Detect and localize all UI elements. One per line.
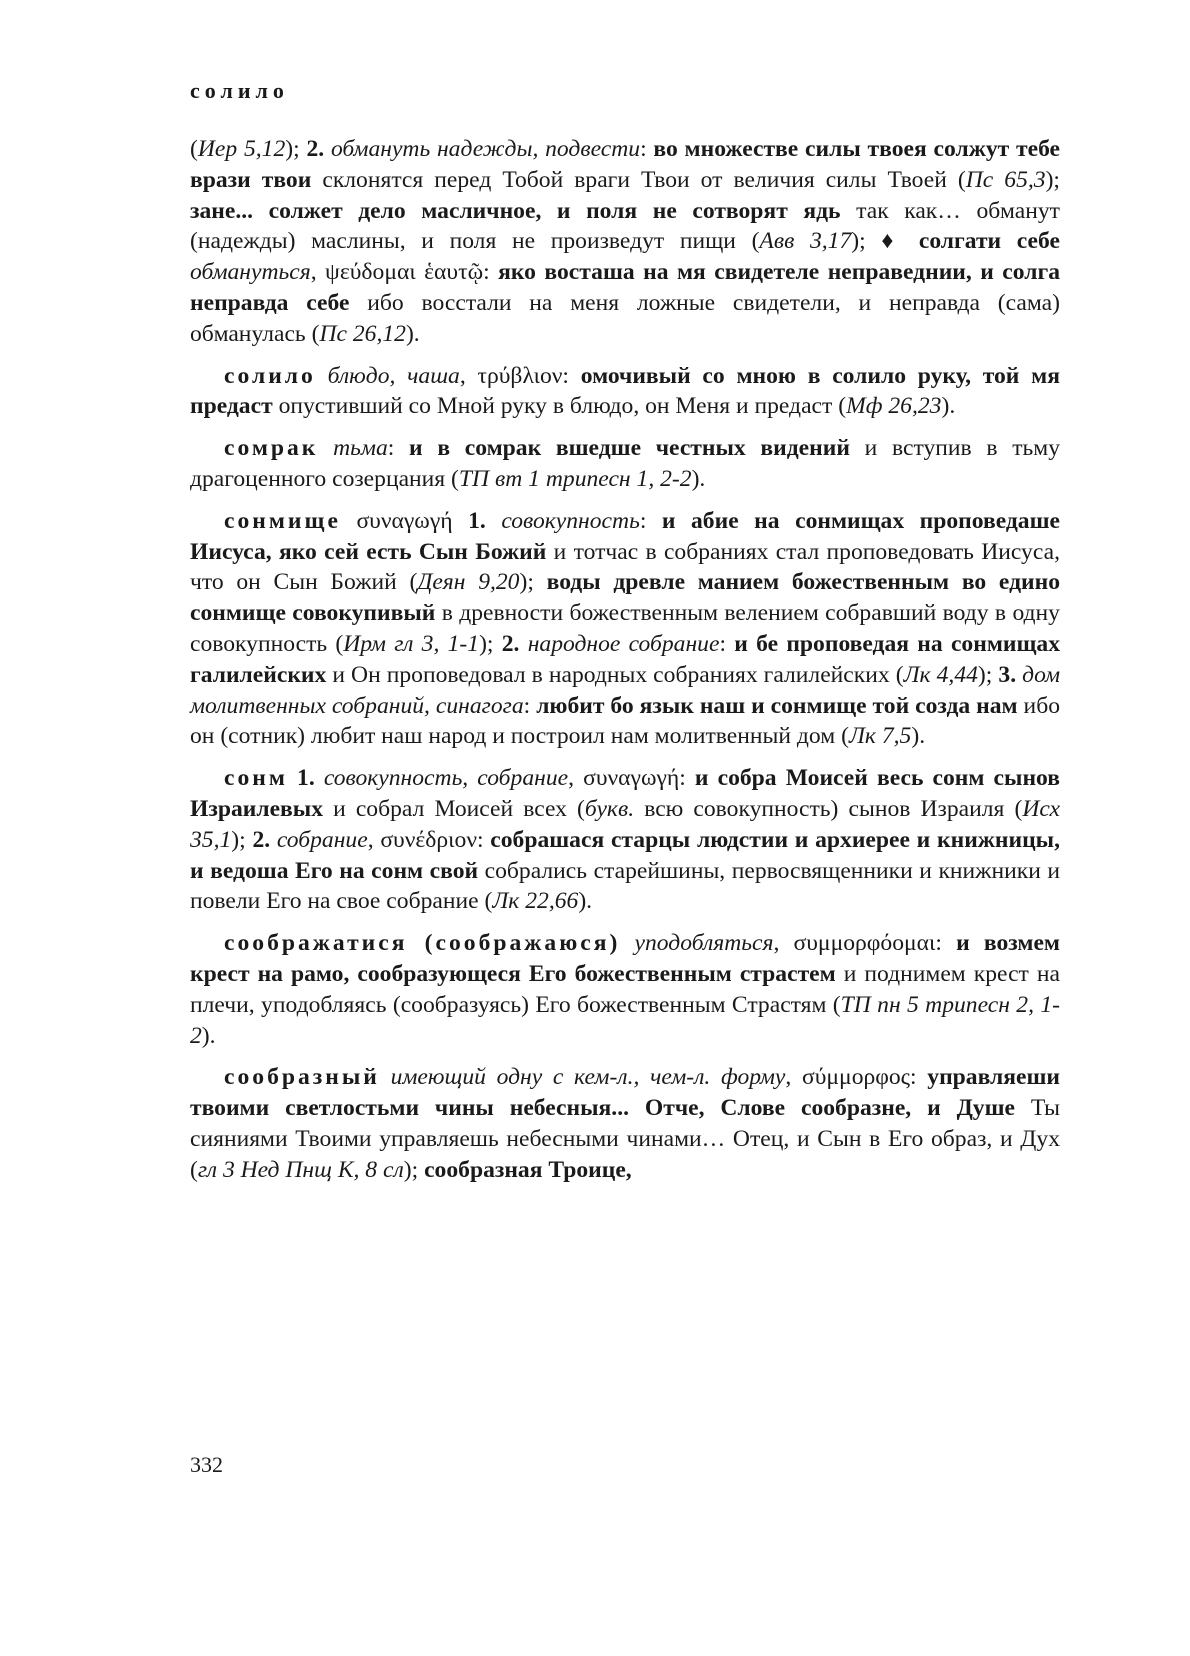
italic-run: народное собрание — [527, 630, 720, 657]
text-run: и Он проповедовал в народных собраниях галилейских ( — [326, 661, 904, 688]
italic-run: тьма — [333, 435, 388, 462]
headword: сомрак — [224, 435, 319, 462]
text-run: собрались старейшины, первосвященники и книжники и повели Его на свое собрание ( — [190, 857, 1060, 915]
text-run: ибо он (сотник) любит наш народ и построил нам молитвенный дом ( — [190, 692, 1060, 750]
text-run: ). — [911, 723, 926, 750]
dictionary-entry-solilo — [190, 361, 1060, 423]
text-run — [318, 435, 333, 461]
text-run: и тотчас в собраниях стал проповедовать Иисуса, что он Сын Божий ( — [190, 538, 1060, 596]
italic-run: обмануться — [190, 259, 311, 286]
sense-number: 2. — [306, 136, 331, 162]
church-slavonic-quote: во множестве силы твоея солжут тебе врази твои — [190, 136, 1061, 193]
text-run: ). — [691, 465, 706, 492]
text-run: и вступив в тьму драгоценного созерцания ( — [190, 435, 1060, 492]
italic-run: Иер 5,12 — [197, 136, 286, 162]
italic-run: Мф 26,23 — [846, 393, 942, 420]
text-run: ). — [941, 393, 956, 420]
dictionary-entry-soobraznyi — [190, 1062, 1060, 1185]
church-slavonic-quote: и бе проповедая на сонмищах галилейских — [190, 630, 1060, 688]
text-run: ( — [190, 136, 198, 162]
church-slavonic-quote: и в сомрак вшедше честных видений — [409, 435, 850, 462]
church-slavonic-quote: зане... солжет дело масличное, и поля не сотворят ядь — [190, 197, 841, 224]
headword: соображатися (соображаюся) — [224, 930, 621, 957]
text-run: опустивший со Мной руку в блюдо, он Меня и предаст ( — [272, 393, 847, 420]
text-run — [316, 363, 328, 389]
church-slavonic-quote: собрашася старцы людстии и архиерее и книжницы, и ведоша Его на сонм свой — [190, 826, 1060, 884]
sense-number: 2. — [252, 826, 277, 853]
dictionary-entry-somrak — [190, 433, 1060, 495]
headword: сообразный — [224, 1064, 380, 1091]
italic-run: уподобляться — [634, 930, 774, 957]
text-run: ); ♦ — [851, 228, 919, 255]
italic-run: букв. — [584, 795, 635, 822]
church-slavonic-quote: солгати себе — [918, 228, 1060, 255]
text-run: , συμμορφόομαι: — [773, 930, 957, 957]
italic-run: Исх 35,1 — [190, 795, 1060, 853]
text-run: ибо восстали на меня ложные свидетели, и неправда (сама) обманулась ( — [190, 289, 1060, 347]
italic-run: Лк 22,66 — [492, 888, 579, 915]
italic-run: Пс 65,3 — [965, 166, 1046, 193]
dictionary-entry-sonm — [190, 763, 1060, 917]
italic-run: совокупность — [501, 507, 640, 534]
dictionary-entry-sonmishche — [190, 506, 1060, 752]
italic-run: совокупность, собрание — [323, 765, 569, 792]
italic-run: имеющий одну с кем-л., чем-л. форму — [390, 1064, 786, 1091]
italic-run: Деян 9,20 — [417, 569, 520, 596]
sense-number: 1. — [468, 507, 502, 534]
text-run: ); — [519, 569, 547, 596]
church-slavonic-quote: сообразная Троице, — [424, 1156, 632, 1183]
text-run: : — [640, 136, 654, 162]
italic-run: Авв 3,17 — [759, 228, 852, 255]
text-run: и собрал Моисей всех ( — [323, 795, 585, 822]
text-run: , σύμμορφος: — [785, 1064, 928, 1091]
italic-run: Лк 4,44 — [903, 661, 978, 688]
text-run: : — [523, 692, 537, 719]
italic-run: гл 3 Нед Пнщ К, 8 сл — [197, 1156, 404, 1183]
italic-run: ТП пн 5 трипесн 2, 1-2 — [190, 991, 1060, 1049]
text-run — [288, 765, 297, 791]
sense-number: 1. — [297, 765, 324, 792]
church-slavonic-quote: и собра Моисей весь сонм сынов Израилевых — [190, 765, 1060, 822]
text-run: и поднимем крест на плечи, уподобляясь (сообразуясь) Его божественным Страстям ( — [190, 960, 1060, 1018]
sense-number: 3. — [998, 661, 1023, 688]
text-run — [620, 930, 634, 956]
text-run: , ψεύδομαι ἑαυτῷ: — [310, 259, 499, 286]
church-slavonic-quote: управляеши твоими светлостьми чины небесныя... Отче, Слове сообразне, и Душе — [190, 1064, 1060, 1122]
text-run: ); — [479, 630, 502, 657]
italic-run: ТП вт 1 трипесн 1, 2-2 — [458, 465, 692, 492]
text-run: ); — [403, 1156, 425, 1183]
italic-run: Лк 7,5 — [848, 723, 912, 750]
church-slavonic-quote: любит бо язык наш и сонмище той созда нам — [536, 692, 1018, 719]
text-run: ); — [1045, 166, 1060, 193]
italic-run: собрание — [276, 826, 368, 853]
church-slavonic-quote: воды древле манием божественным во едино сонмище совокупивый — [190, 569, 1060, 627]
italic-run: обмануть надежды, подвести — [330, 136, 641, 162]
text-run: ); — [977, 661, 999, 688]
dictionary-body — [190, 134, 1060, 1197]
church-slavonic-quote: и возмем крест на рамо, сообразующеся Его божественным страстем — [190, 930, 1060, 987]
page-number: 332 — [190, 1452, 223, 1477]
text-run: Ты сияниями Твоими управляешь небесными чинами… Отец, и Сын в Его образ, и Дух ( — [190, 1095, 1060, 1183]
text-run: ). — [201, 1022, 216, 1049]
text-run: : — [387, 435, 410, 462]
text-run: ); — [285, 136, 307, 162]
italic-run: дом молитвенных собраний, синагога — [190, 661, 1061, 719]
sense-number: 2. — [501, 630, 528, 657]
text-run: , τρύβλιον: — [459, 362, 581, 389]
text-run: так как… обманут (надежды) маслины, и поля не произведут пищи ( — [190, 197, 1060, 255]
dictionary-entry-continuation — [190, 134, 1060, 350]
text-run: ). — [578, 888, 593, 915]
text-run: склонятся перед Тобой враги Твои от величия силы Твоей ( — [311, 166, 966, 193]
text-run: : — [639, 507, 662, 534]
text-run: συναγωγή — [340, 507, 469, 534]
text-run: в древности божественным велением собравший воду в одну совокупность ( — [190, 600, 1060, 657]
dictionary-entry-soobrazhatisya — [190, 928, 1060, 1051]
running-head: солило — [190, 78, 289, 103]
text-run — [380, 1064, 391, 1090]
text-run: , συναγωγή: — [568, 765, 695, 792]
church-slavonic-quote: яко восташа на мя свидетеле неправеднии, и солга неправда себе — [190, 259, 1060, 316]
text-run: ). — [405, 320, 420, 347]
church-slavonic-quote: омочивый со мною в солило руку, той мя предаст — [190, 362, 1060, 420]
italic-run: Ирм гл 3, 1-1 — [343, 630, 480, 657]
text-run: всю совокупность) сынов Израиля ( — [634, 795, 1023, 822]
headword: сонм — [224, 765, 288, 792]
headword: сонмище — [224, 507, 341, 534]
italic-run: Пс 26,12 — [319, 320, 406, 347]
text-run: , συνέδριον: — [367, 826, 491, 853]
italic-run: блюдо, чаша — [327, 362, 460, 389]
church-slavonic-quote: и абие на сонмищах проповедаше Иисуса, яко сей есть Сын Божий — [190, 507, 1060, 565]
text-run: ); — [231, 826, 253, 853]
text-run: : — [719, 630, 735, 657]
headword: солило — [224, 362, 316, 389]
